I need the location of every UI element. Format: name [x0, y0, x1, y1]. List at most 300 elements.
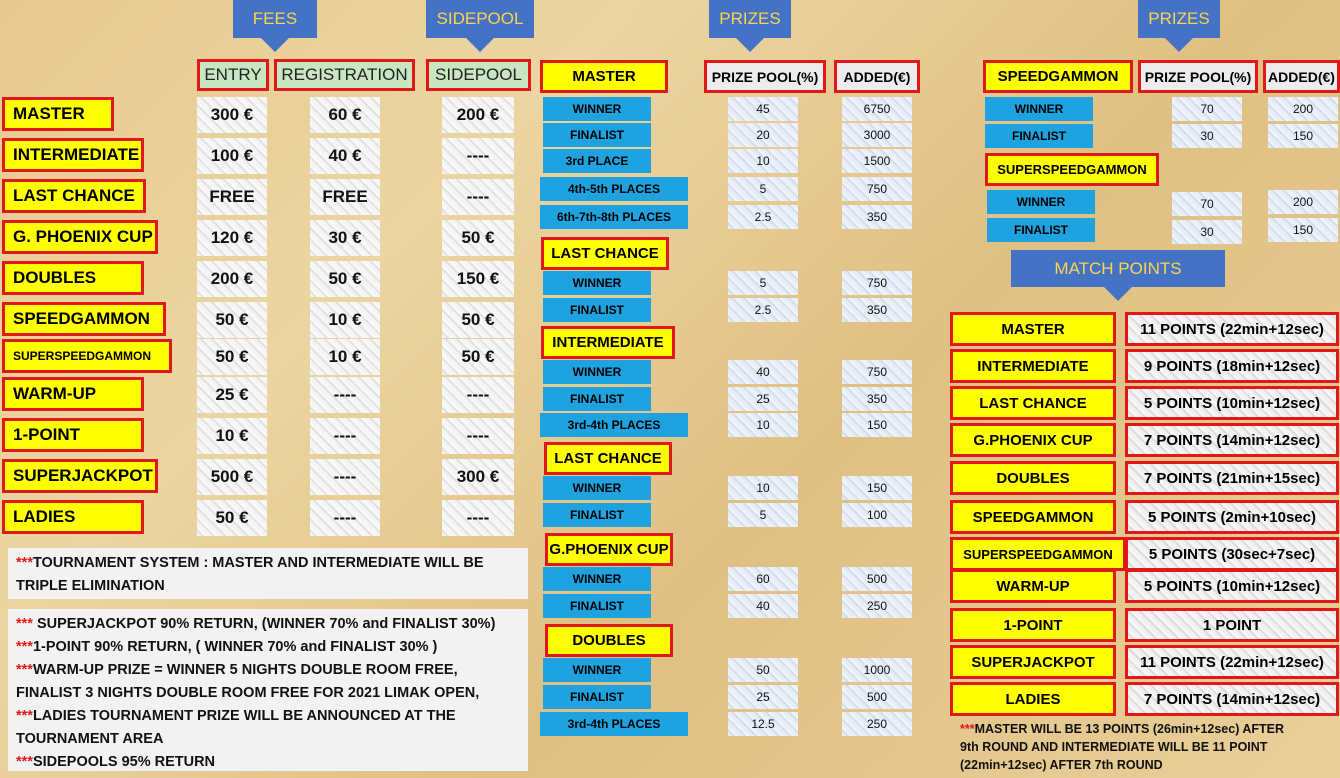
- added-value-label: 750: [866, 182, 888, 196]
- sidepool-banner: [426, 0, 534, 38]
- sidepool-value: [442, 138, 514, 174]
- speed-added: [1268, 124, 1338, 148]
- sidepool-value-label: 150 €: [456, 269, 500, 288]
- match-row-name: [950, 645, 1116, 679]
- entry-value: [197, 377, 267, 413]
- sidepool-value-label: 300 €: [456, 467, 500, 486]
- registration-value-label: 50 €: [328, 269, 362, 288]
- match-points-banner: [1011, 250, 1225, 287]
- fee-row-name-label: LADIES: [13, 507, 76, 526]
- registration-value: [310, 261, 380, 297]
- entry-value: [197, 138, 267, 174]
- match-row-name: [950, 500, 1116, 534]
- note-4: [16, 705, 520, 728]
- entry-value-label: FREE: [209, 187, 255, 206]
- prize-group-title-label: INTERMEDIATE: [552, 334, 664, 351]
- note-4b: TOURNAMENT AREA: [16, 731, 164, 747]
- footnote-line-2: 9th ROUND AND INTERMEDIATE WILL BE 11 POINT: [960, 740, 1268, 754]
- note-1: [16, 613, 520, 636]
- match-row-name-label: INTERMEDIATE: [977, 357, 1089, 375]
- match-row-name-label: DOUBLES: [996, 469, 1070, 487]
- match-points-arrow-icon: [1104, 287, 1132, 301]
- entry-value: [197, 418, 267, 454]
- fee-row-name-label: DOUBLES: [13, 268, 97, 287]
- pool-value-label: 5: [759, 276, 767, 290]
- pool-value: [728, 712, 798, 736]
- pool-value: [728, 360, 798, 384]
- entry-value: [197, 261, 267, 297]
- match-points-value: [1125, 537, 1339, 571]
- place-label-label: WINNER: [572, 276, 622, 290]
- note-stars: ***: [16, 662, 33, 678]
- match-points-value-label: 5 POINTS (2min+10sec): [1148, 508, 1316, 526]
- prize-group-title-label: DOUBLES: [572, 632, 646, 649]
- pool-value: [728, 658, 798, 682]
- match-row-name: [950, 312, 1116, 346]
- added-value: [842, 712, 912, 736]
- registration-value: [310, 97, 380, 133]
- fees-banner-label: FEES: [252, 9, 298, 28]
- added-value: [842, 476, 912, 500]
- fee-row-name-label: SUPERJACKPOT: [13, 466, 153, 485]
- match-points-value: [1125, 682, 1339, 716]
- fee-row-name: [2, 138, 144, 172]
- pool-value-label: 25: [756, 690, 770, 704]
- super-added: [1268, 190, 1338, 214]
- pool-value-label: 10: [756, 481, 770, 495]
- match-row-name: [950, 349, 1116, 383]
- entry-value-label: 200 €: [210, 269, 254, 288]
- match-points-value-label: 9 POINTS (18min+12sec): [1143, 357, 1321, 375]
- pool-value: [728, 271, 798, 295]
- place-label: [543, 149, 651, 173]
- pool-value-label: 50: [756, 663, 770, 677]
- entry-value-label: 50 €: [215, 508, 249, 527]
- note-2: [16, 636, 520, 659]
- fees-arrow-icon: [261, 38, 289, 52]
- pool-value: [728, 205, 798, 229]
- added-value-label: 350: [866, 303, 888, 317]
- added-value-label: 150: [866, 418, 888, 432]
- registration-value-label: ----: [333, 508, 357, 527]
- place-label-label: FINALIST: [570, 508, 624, 522]
- super-place-label: FINALIST: [1014, 223, 1068, 237]
- match-row-name-label: MASTER: [1001, 320, 1065, 338]
- match-points-value-label: 1 POINT: [1202, 616, 1262, 634]
- added-value: [842, 360, 912, 384]
- match-points-value: [1125, 608, 1339, 642]
- added-header-label: ADDED(€): [843, 68, 911, 85]
- registration-value: [310, 339, 380, 375]
- pool-value-label: 40: [756, 365, 770, 379]
- match-row-name-label: SUPERSPEEDGAMMON: [963, 546, 1113, 562]
- match-row-name-label: LAST CHANCE: [979, 394, 1087, 412]
- sidepool-value: [442, 377, 514, 413]
- added-value: [842, 271, 912, 295]
- system-line-1: [16, 552, 520, 575]
- speed-place-label: WINNER: [1014, 102, 1064, 116]
- added-value: [842, 503, 912, 527]
- match-row-name: [950, 682, 1116, 716]
- added-value: [842, 97, 912, 121]
- speed-added-header: [1263, 60, 1340, 93]
- match-row-name-label: WARM-UP: [996, 577, 1070, 595]
- pool-value: [728, 567, 798, 591]
- sidepool-value-label: 50 €: [461, 228, 495, 247]
- pool-value-label: 25: [756, 392, 770, 406]
- pool-value-label: 12.5: [751, 717, 775, 731]
- match-points-banner-label: MATCH POINTS: [1054, 258, 1182, 278]
- place-label: [543, 685, 651, 709]
- fee-row-name: [2, 302, 166, 336]
- match-row-name: [950, 537, 1126, 571]
- match-points-value-label: 7 POINTS (14min+12sec): [1143, 690, 1321, 708]
- match-points-value: [1125, 386, 1339, 420]
- sidepool-value: [442, 500, 514, 536]
- match-row-name: [950, 386, 1116, 420]
- fee-row-name-label: LAST CHANCE: [13, 186, 135, 205]
- added-value: [842, 658, 912, 682]
- sidepool-value-label: ----: [466, 385, 490, 404]
- prizes-2-arrow-icon: [1165, 38, 1193, 52]
- pool-value-label: 60: [756, 572, 770, 586]
- footnote-stars: ***: [960, 722, 975, 736]
- added-value-label: 350: [866, 392, 888, 406]
- added-value-label: 500: [866, 572, 888, 586]
- prize-pool-header: [704, 60, 826, 93]
- speed-pool-header: [1138, 60, 1258, 93]
- registration-value: [310, 500, 380, 536]
- speed-added-label: 200: [1292, 102, 1314, 116]
- registration-value-label: 60 €: [328, 105, 362, 124]
- registration-value-label: FREE: [322, 187, 368, 206]
- registration-value-label: 30 €: [328, 228, 362, 247]
- speed-pool-header-label: PRIZE POOL(%): [1144, 68, 1252, 85]
- registration-value-label: 10 €: [328, 310, 362, 329]
- added-value: [842, 387, 912, 411]
- pool-value: [728, 476, 798, 500]
- place-label: [540, 205, 688, 229]
- speed-place: [985, 124, 1093, 148]
- match-points-value: [1125, 645, 1339, 679]
- match-row-name-label: 1-POINT: [1003, 616, 1063, 634]
- speed-added: [1268, 97, 1338, 121]
- fee-row-name: [2, 97, 114, 131]
- pool-value-label: 5: [759, 508, 767, 522]
- prize-group-title: [541, 326, 675, 359]
- note-5-text: SIDEPOOLS 95% RETURN: [32, 754, 216, 770]
- registration-value-label: ----: [333, 467, 357, 486]
- super-added-label: 200: [1292, 195, 1314, 209]
- registration-value: [310, 138, 380, 174]
- registration-value: [310, 459, 380, 495]
- added-value: [842, 298, 912, 322]
- speed-added-label: 150: [1292, 129, 1314, 143]
- sidepool-value-label: ----: [466, 508, 490, 527]
- pool-value-label: 10: [756, 154, 770, 168]
- speedgammon-title: [983, 60, 1133, 93]
- fee-row-name: [2, 500, 144, 534]
- note-stars: ***: [16, 708, 33, 724]
- sidepool-value: [442, 97, 514, 133]
- note-stars: ***: [16, 616, 33, 632]
- entry-value: [197, 97, 267, 133]
- fee-row-name-label: SPEEDGAMMON: [13, 309, 150, 328]
- pool-value: [728, 685, 798, 709]
- match-points-value: [1125, 461, 1339, 495]
- place-label: [543, 360, 651, 384]
- entry-value: [197, 339, 267, 375]
- rules-note: [8, 609, 528, 771]
- entry-value: [197, 179, 267, 215]
- place-label-label: FINALIST: [570, 599, 624, 613]
- match-points-value: [1125, 500, 1339, 534]
- added-value-label: 500: [866, 690, 888, 704]
- note-4-text: LADIES TOURNAMENT PRIZE WILL BE ANNOUNCED AT THE: [32, 708, 456, 724]
- prize-group-title-label: MASTER: [572, 68, 636, 85]
- match-row-name: [950, 569, 1116, 603]
- super-added-label: 150: [1292, 223, 1314, 237]
- sidepool-value-label: 50 €: [461, 310, 495, 329]
- super-place: [987, 190, 1095, 214]
- note-3-text: WARM-UP PRIZE = WINNER 5 NIGHTS DOUBLE ROOM FREE,: [32, 662, 458, 678]
- sidepool-value-label: ----: [466, 426, 490, 445]
- fees-banner: [233, 0, 317, 38]
- pool-value-label: 2.5: [754, 303, 772, 317]
- place-label: [543, 123, 651, 147]
- place-label-label: WINNER: [572, 481, 622, 495]
- entry-value-label: 120 €: [210, 228, 254, 247]
- place-label-label: FINALIST: [570, 128, 624, 142]
- added-value: [842, 413, 912, 437]
- match-row-name-label: SPEEDGAMMON: [972, 508, 1094, 526]
- added-value-label: 6750: [863, 102, 891, 116]
- speed-pool: [1172, 97, 1242, 121]
- speed-place-label: FINALIST: [1012, 129, 1066, 143]
- added-value: [842, 594, 912, 618]
- footnote-line-1: [960, 720, 1330, 738]
- match-row-name: [950, 608, 1116, 642]
- place-label-label: 3rd PLACE: [565, 154, 629, 168]
- place-label-label: WINNER: [572, 102, 622, 116]
- prize-group-title: [541, 237, 669, 270]
- prizes-banner-label: PRIZES: [719, 9, 781, 28]
- note-3b: FINALIST 3 NIGHTS DOUBLE ROOM FREE FOR 2021 LIMAK OPEN,: [16, 685, 480, 701]
- place-label: [543, 594, 651, 618]
- fee-row-name: [2, 418, 144, 452]
- pool-value: [728, 503, 798, 527]
- sidepool-value: [442, 459, 514, 495]
- sidepool-value: [442, 302, 514, 338]
- system-line-1-text: TOURNAMENT SYSTEM : MASTER AND INTERMEDIATE WILL BE: [32, 555, 484, 571]
- prize-group-title-label: G.PHOENIX CUP: [549, 541, 669, 558]
- added-value-label: 3000: [863, 128, 891, 142]
- match-row-name-label: G.PHOENIX CUP: [973, 431, 1093, 449]
- sidepool-header-label: SIDEPOOL: [435, 65, 522, 84]
- pool-value: [728, 97, 798, 121]
- entry-value-label: 10 €: [215, 426, 249, 445]
- pool-value: [728, 123, 798, 147]
- footnote-line-3: (22min+12sec) AFTER 7th ROUND: [960, 758, 1163, 772]
- entry-value-label: 25 €: [215, 385, 249, 404]
- pool-value-label: 40: [756, 599, 770, 613]
- pool-value: [728, 387, 798, 411]
- pool-value-label: 2.5: [754, 210, 772, 224]
- super-added: [1268, 218, 1338, 242]
- entry-value-label: 300 €: [210, 105, 254, 124]
- speed-pool-label: 70: [1200, 102, 1214, 116]
- added-value-label: 1000: [863, 663, 891, 677]
- registration-value-label: ----: [333, 385, 357, 404]
- prize-group-title: [540, 60, 668, 93]
- speed-pool: [1172, 124, 1242, 148]
- place-label: [543, 567, 651, 591]
- sidepool-value: [442, 261, 514, 297]
- pool-value: [728, 149, 798, 173]
- super-pool-label: 30: [1200, 225, 1214, 239]
- entry-value: [197, 500, 267, 536]
- prize-group-title-label: LAST CHANCE: [551, 245, 659, 262]
- added-value-label: 250: [866, 717, 888, 731]
- prize-group-title-label: LAST CHANCE: [554, 450, 662, 467]
- place-label: [543, 271, 651, 295]
- match-row-name: [950, 423, 1116, 457]
- match-points-value-label: 5 POINTS (30sec+7sec): [1148, 545, 1316, 563]
- registration-header: [274, 59, 415, 91]
- fee-row-name-label: G. PHOENIX CUP: [13, 227, 153, 246]
- sidepool-arrow-icon: [466, 38, 494, 52]
- added-value-label: 250: [866, 599, 888, 613]
- tournament-system-note: [8, 548, 528, 599]
- fee-row-name-label: WARM-UP: [13, 384, 97, 403]
- fee-row-name: [2, 179, 146, 213]
- fee-row-name-label: 1-POINT: [13, 425, 81, 444]
- note-stars: ***: [16, 754, 33, 770]
- fee-row-name: [2, 459, 158, 493]
- pool-value: [728, 298, 798, 322]
- match-points-value-label: 7 POINTS (21min+15sec): [1143, 469, 1321, 487]
- sidepool-banner-label: SIDEPOOL: [436, 9, 524, 28]
- registration-value: [310, 302, 380, 338]
- registration-header-label: REGISTRATION: [281, 65, 408, 84]
- system-line-2: TRIPLE ELIMINATION: [16, 578, 165, 594]
- match-points-value-label: 11 POINTS (22min+12sec): [1140, 320, 1324, 338]
- sidepool-header: [426, 59, 531, 91]
- pool-value: [728, 413, 798, 437]
- place-label-label: 3rd-4th PLACES: [567, 418, 661, 432]
- sidepool-value: [442, 220, 514, 256]
- registration-value-label: ----: [333, 426, 357, 445]
- match-points-value-label: 5 POINTS (10min+12sec): [1143, 394, 1321, 412]
- speed-place: [985, 97, 1093, 121]
- sidepool-value-label: ----: [466, 187, 490, 206]
- superspeedgammon-title-label: SUPERSPEEDGAMMON: [997, 162, 1147, 177]
- place-label-label: 3rd-4th PLACES: [567, 717, 661, 731]
- match-points-value: [1125, 569, 1339, 603]
- fee-row-name-label: MASTER: [13, 104, 85, 123]
- match-points-value-label: 5 POINTS (10min+12sec): [1143, 577, 1321, 595]
- prizes-banner-2-label: PRIZES: [1148, 9, 1210, 28]
- fee-row-name: [2, 220, 158, 254]
- super-pool: [1172, 192, 1242, 216]
- entry-header-label: ENTRY: [204, 65, 262, 84]
- pool-value-label: 45: [756, 102, 770, 116]
- place-label-label: FINALIST: [570, 392, 624, 406]
- added-value: [842, 149, 912, 173]
- registration-value: [310, 418, 380, 454]
- added-value: [842, 177, 912, 201]
- place-label: [543, 658, 651, 682]
- super-place-label: WINNER: [1016, 195, 1066, 209]
- place-label-label: WINNER: [572, 663, 622, 677]
- superspeedgammon-title: [985, 153, 1159, 186]
- match-points-value: [1125, 423, 1339, 457]
- place-label: [540, 712, 688, 736]
- prizes-arrow-icon: [736, 38, 764, 52]
- sidepool-value: [442, 339, 514, 375]
- entry-header: [197, 59, 269, 91]
- note-stars: ***: [16, 639, 33, 655]
- pool-value: [728, 177, 798, 201]
- registration-value: [310, 377, 380, 413]
- added-value-label: 100: [866, 508, 888, 522]
- place-label-label: FINALIST: [570, 690, 624, 704]
- fee-row-name: [2, 377, 144, 411]
- super-place: [987, 218, 1095, 242]
- added-value-label: 750: [866, 276, 888, 290]
- sidepool-value-label: ----: [466, 146, 490, 165]
- note-2-text: 1-POINT 90% RETURN, ( WINNER 70% and FINALIST 30% ): [32, 639, 438, 655]
- added-value-label: 150: [866, 481, 888, 495]
- note-5: [16, 751, 520, 774]
- added-value: [842, 567, 912, 591]
- added-value: [842, 123, 912, 147]
- match-row-name: [950, 461, 1116, 495]
- place-label: [543, 476, 651, 500]
- match-points-value-label: 7 POINTS (14min+12sec): [1143, 431, 1321, 449]
- entry-value-label: 500 €: [210, 467, 254, 486]
- added-value-label: 350: [866, 210, 888, 224]
- fee-row-name: [2, 261, 144, 295]
- match-points-value: [1125, 349, 1339, 383]
- place-label-label: 4th-5th PLACES: [567, 182, 660, 196]
- super-pool-label: 70: [1200, 197, 1214, 211]
- prizes-banner-2: [1138, 0, 1220, 38]
- sidepool-value: [442, 418, 514, 454]
- entry-value-label: 100 €: [210, 146, 254, 165]
- speedgammon-title-label: SPEEDGAMMON: [997, 68, 1119, 85]
- prize-group-title: [544, 442, 672, 475]
- place-label-label: WINNER: [572, 572, 622, 586]
- note-stars: ***: [16, 555, 33, 571]
- fee-row-name: [2, 339, 172, 373]
- match-row-name-label: SUPERJACKPOT: [971, 653, 1095, 671]
- entry-value-label: 50 €: [215, 310, 249, 329]
- place-label-label: FINALIST: [570, 303, 624, 317]
- speed-pool-label: 30: [1200, 129, 1214, 143]
- prize-group-title: [545, 533, 673, 566]
- speed-added-header-label: ADDED(€): [1268, 68, 1335, 85]
- added-header: [834, 60, 920, 93]
- registration-value: [310, 220, 380, 256]
- footnote-line-1-text: MASTER WILL BE 13 POINTS (26min+12sec) AFTER: [974, 722, 1285, 736]
- registration-value: [310, 179, 380, 215]
- place-label-label: 6th-7th-8th PLACES: [557, 210, 671, 224]
- added-value-label: 750: [866, 365, 888, 379]
- added-value-label: 1500: [863, 154, 891, 168]
- match-points-value: [1125, 312, 1339, 346]
- match-points-footnote: [960, 720, 1330, 774]
